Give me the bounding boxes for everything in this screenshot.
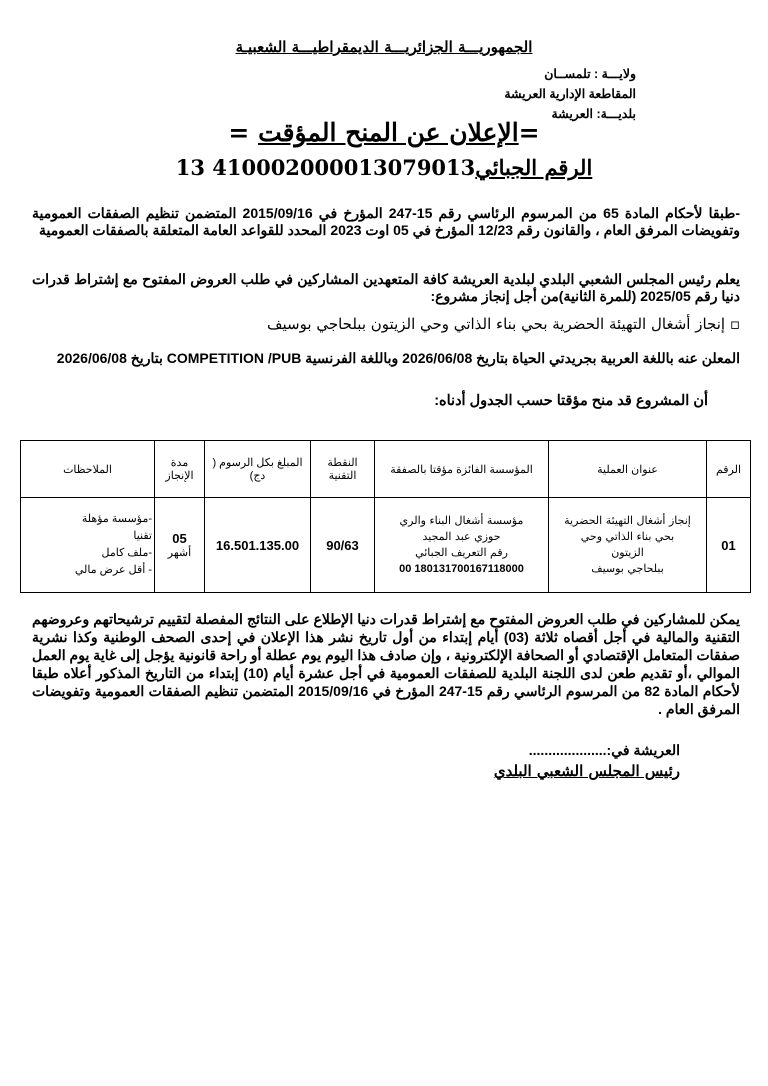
company-nif: 180131700167118000 00: [399, 563, 524, 575]
note-line: -ملف كامل: [101, 547, 152, 559]
tax-number-label: الرقم الجبائي: [475, 155, 593, 180]
publication-paragraph: المعلن عنه باللغة العربية بجريدتي الحياة بتاريخ 2026/06/08 وباللغة الفرنسية COMPETITION /PUB بتاريخ 2026/06/08: [56, 350, 740, 366]
tax-number-line: [0, 155, 768, 180]
project-name: إنجاز أشغال التهيئة الحضرية بحي بناء الذاتي وحي الزيتون ببلحاجي بوسيف: [267, 315, 726, 333]
row-title-line: ببلحاجي بوسيف: [591, 562, 664, 575]
notice-paragraph: يعلم رئيس المجلس الشعبي البلدي لبلدية العريشة كافة المتعهدين المشاركين في طلب العروض المفتوح مع إشتراط قدرات دنيا رقم 2025/05 (للمرة الثانية)من أجل إنجاز مشروع:: [32, 271, 740, 304]
company-owner: حوزي عبد المجيد: [422, 530, 501, 543]
project-bullet: [150, 315, 740, 333]
tax-number-value: 410002000013079013 13: [175, 155, 476, 180]
appeal-paragraph: يمكن للمشاركين في طلب العروض المفتوح مع إشتراط قدرات دنيا الإطلاع على النتائج المفصلة لتقييم ترشيحاتهم وعروضهم التقنية والمالية في أجل أقصاه ثلاثة (03) أيام إبتداء من أول تاريخ نشر هذا الإعلان في إحدى الصحف الوطنية وكذا نشرية صفقات المتعامل الإقتصادي أو الصحافة الإلكترونية ، وإن صادف هذا اليوم يوم عطلة أو راحة قانونية يؤجل إلى غاية يوم العمل الموالي ،أو تقديم طعن لدى اللجنة البلدية للصفقات العمومية في أجل عشرة أيام (10) إبتداء من التاريخ المذكور أعلاه طبقا لأحكام المادة 82 من المرسوم الرئاسي رقم 15-247 المؤرخ في 2015/09/16 المتضمن تنظيم الصفقات العمومية وتفويضات المرفق العام .: [32, 611, 741, 717]
table-header-row: [21, 441, 751, 498]
row-title-line: الزيتون: [611, 546, 644, 559]
signature-place: العريشة في:....................: [528, 742, 680, 758]
commune-line: بلديـــة: العريشة: [551, 107, 636, 121]
announcement-title: [0, 118, 768, 147]
note-line: -مؤسسة مؤهلة: [81, 513, 152, 525]
header-num: الرقم: [707, 441, 751, 498]
title-mark-right: =: [518, 118, 540, 147]
duration-unit: أشهر: [167, 547, 192, 559]
company-nif-label: رقم التعريف الجبائي: [415, 546, 508, 559]
signatory-title: رئيس المجلس الشعبي البلدي: [493, 762, 680, 780]
row-amount: 16.501.135.00: [205, 498, 311, 593]
legal-basis-paragraph: -طبقا لأحكام المادة 65 من المرسوم الرئاسي رقم 15-247 المؤرخ في 2015/09/16 المتضمن تنظيم الصفقات العمومية وتفويضات المرفق العام ، والقانون رقم 12/23 المؤرخ في 05 اوت 2023 المحدد للقواعد العامة المتعلقة بالصفقات العمومية: [32, 205, 741, 238]
header-score: النقطة التقنية: [311, 441, 375, 498]
administrative-header: [504, 64, 636, 124]
company-name: مؤسسة أشغال البناء والري: [399, 514, 524, 527]
header-amount: المبلغ بكل الرسوم ( دج): [205, 441, 311, 498]
title-text: الإعلان عن المنح المؤقت: [258, 118, 519, 147]
table-row: [21, 498, 751, 593]
title-mark-left: =: [228, 118, 250, 147]
header-duration: مدة الإنجاز: [155, 441, 205, 498]
header-notes: الملاحظات: [21, 441, 155, 498]
row-num: 01: [707, 498, 751, 593]
bullet-icon: ▫: [729, 315, 740, 333]
row-score: 90/63: [311, 498, 375, 593]
wilaya-line: ولايـــة : تلمســان: [544, 67, 636, 81]
row-notes: [21, 498, 155, 593]
daira-line: المقاطعة الإدارية العريشة: [504, 87, 636, 101]
note-line: تقنيا: [133, 530, 152, 542]
award-table: [20, 440, 751, 593]
note-line: - أقل عرض مالي: [74, 564, 152, 576]
row-title: [549, 498, 707, 593]
row-title-line: إنجاز أشغال التهيئة الحضرية: [564, 514, 691, 527]
republic-title: الجمهوريـــة الجزائريـــة الديمقراطيـــة الشعبيـة: [235, 38, 533, 56]
award-intro: أن المشروع قد منح مؤقتا حسب الجدول أدناه:: [434, 393, 708, 409]
duration-value: 05: [172, 531, 187, 546]
row-duration: [155, 498, 205, 593]
header-company: المؤسسة الفائزة مؤقتا بالصفقة: [375, 441, 549, 498]
row-company: [375, 498, 549, 593]
header-title: عنوان العملية: [549, 441, 707, 498]
row-title-line: بحي بناء الذاتي وحي: [580, 530, 675, 543]
